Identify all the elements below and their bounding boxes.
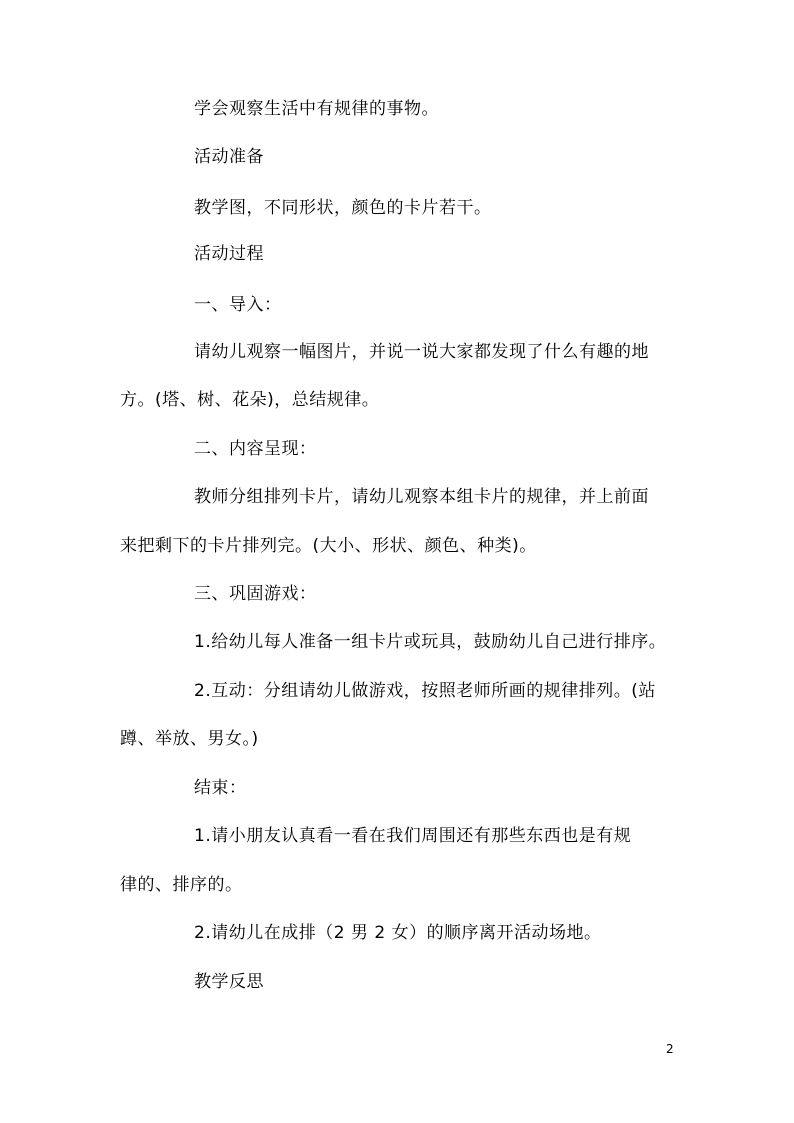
paragraph-line: 蹲、举放、男女。) bbox=[120, 729, 259, 749]
paragraph-line: 教学图，不同形状，颜色的卡片若干。 bbox=[194, 198, 492, 218]
section-heading-reflection: 教学反思 bbox=[194, 972, 264, 992]
paragraph-line: 请幼儿观察一幅图片，并说一说大家都发现了什么有趣的地 bbox=[194, 342, 649, 362]
section-heading-game: 三、巩固游戏： bbox=[194, 584, 317, 604]
paragraph-line: 来把剩下的卡片排列完。(大小、形状、颜色、种类)。 bbox=[120, 536, 537, 556]
paragraph-line: 方。(塔、树、花朵)，总结规律。 bbox=[120, 390, 380, 410]
paragraph-line: 2.互动：分组请幼儿做游戏，按照老师所画的规律排列。(站 bbox=[194, 681, 656, 701]
paragraph-line: 律的、排序的。 bbox=[120, 875, 243, 895]
section-heading-content: 二、内容呈现： bbox=[194, 439, 317, 459]
section-heading-introduction: 一、导入： bbox=[194, 295, 282, 315]
paragraph-line: 1.请小朋友认真看一看在我们周围还有那些东西也是有规 bbox=[194, 826, 632, 846]
section-heading-ending: 结束： bbox=[194, 778, 247, 798]
page-number: 2 bbox=[666, 1042, 674, 1056]
paragraph-line: 2.请幼儿在成排（2 男 2 女）的顺序离开活动场地。 bbox=[194, 923, 602, 943]
paragraph-line: 教师分组排列卡片，请幼儿观察本组卡片的规律，并上前面 bbox=[194, 487, 649, 507]
section-heading-preparation: 活动准备 bbox=[194, 147, 264, 167]
paragraph-line: 1.给幼儿每人准备一组卡片或玩具，鼓励幼儿自己进行排序。 bbox=[194, 632, 667, 652]
section-heading-process: 活动过程 bbox=[194, 244, 264, 264]
paragraph-line: 学会观察生活中有规律的事物。 bbox=[194, 99, 439, 119]
